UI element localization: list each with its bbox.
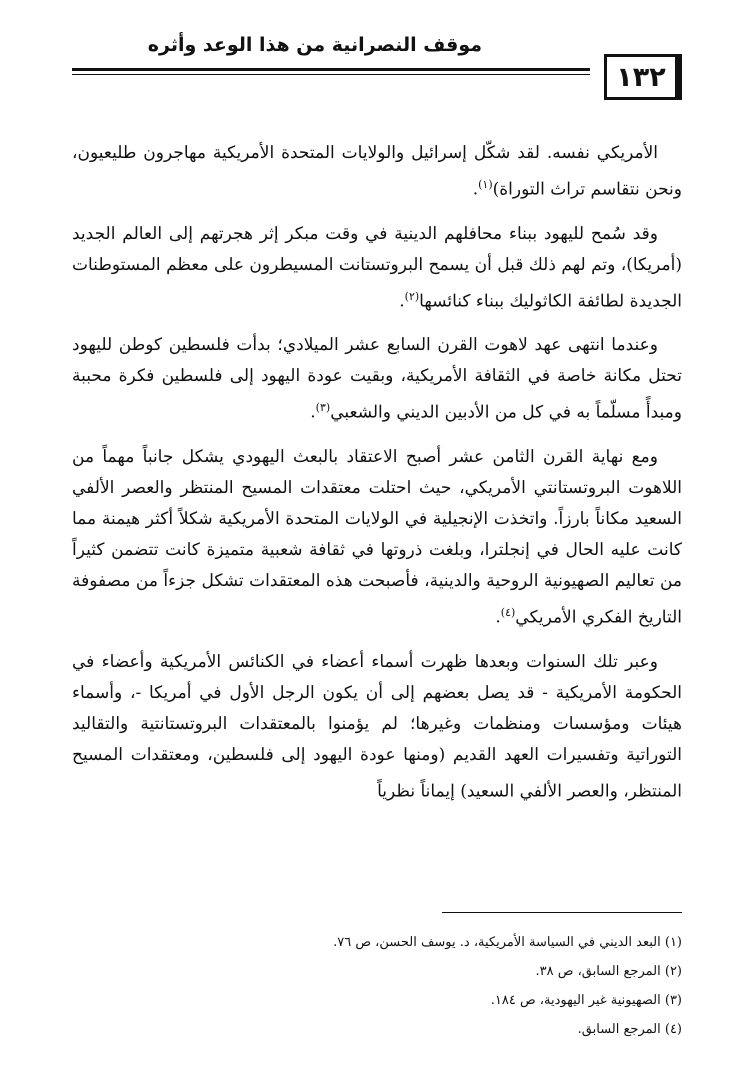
paragraph-text: وقد سُمح لليهود ببناء محافلهم الدينية في وقت مبكر إثر هجرتهم إلى العالم الجديد (أمريكا)، وتم لهم ذلك قبل أن يسمح البروتستانت المسيطرون على معظم المستوطنات الجديدة لطائفة الكاثوليك ببناء كنائسها (72, 223, 682, 312)
body-text (72, 138, 682, 820)
page-header (72, 34, 682, 104)
running-title: موقف النصرانية من هذا الوعد وأثره (147, 34, 482, 56)
paragraph (72, 219, 682, 318)
paragraph (72, 647, 682, 808)
page-number: ١٣٢ (604, 54, 682, 100)
paragraph-text: وعبر تلك السنوات وبعدها ظهرت أسماء أعضاء في الكنائس الأمريكية وأعضاء في الحكومة الأمريكية - قد يصل بعضهم إلى أن يكون الرجل الأول في أمريكا -، وأسماء هيئات ومؤسسات ومنظمات وغيرها؛ لم يؤمنوا بالمعتقدات البروتستانتية والتقاليد التوراتية وتفسيرات العهد القديم (ومنها عودة اليهود إلى فلسطين، ومعتقدات المسيح المنتظر، والعصر الألفي السعيد) إيماناً نظرياً (72, 651, 682, 802)
footnote-ref: (٣) (315, 401, 331, 415)
footnote-ref: (١) (478, 178, 493, 191)
footnote: (٤) المرجع السابق. (577, 1022, 682, 1037)
paragraph (72, 442, 682, 634)
footnote-rule (442, 912, 682, 913)
paragraph-text: وعندما انتهى عهد لاهوت القرن السابع عشر الميلادي؛ بدأت فلسطين كوطن لليهود تحتل مكانة خاصة في الثقافة الأمريكية، وبقيت عودة اليهود إلى فلسطين فكرة محببة ومبدأً مسلّماً به في كل من الأدبين الديني والشعبي (72, 335, 682, 423)
footnote-ref: (٢) (404, 289, 420, 303)
footnote-ref: (٤) (500, 605, 516, 619)
paragraph-end: . (472, 179, 479, 200)
footnote: (٢) المرجع السابق، ص ٣٨. (535, 964, 682, 979)
paragraph-end: . (310, 402, 316, 423)
paragraph-text: ومع نهاية القرن الثامن عشر أصبح الاعتقاد بالبعث اليهودي يشكل جانباً مهماً من اللاهوت البروتستانتي الأمريكي، حيث احتلت معتقدات المسيح المنتظر والعصر الألفي السعيد مكاناً بارزاً. واتخذت الإنجيلية في الولايات المتحدة الأمريكية شكلاً أكثر هيمنة مما كانت عليه الحال في إنجلترا، وبلغت ذروتها في ثقافة شعبية متميزة كانت تتضمن كثيراً من تعاليم الصهيونية الروحية والدينية، فأصبحت هذه المعتقدات تشكل جزءاً من مصفوفة التاريخ الفكري الأمريكي (72, 446, 682, 628)
paragraph (72, 330, 682, 429)
paragraph (72, 138, 682, 206)
paragraph-end: . (495, 607, 501, 628)
footnote: (٣) الصهيونية غير اليهودية، ص ١٨٤. (490, 993, 682, 1008)
footnotes (72, 928, 682, 1044)
paragraph-text: الأمريكي نفسه. لقد شكّل إسرائيل والولايات المتحدة الأمريكية مهاجرون طليعيون، ونحن نتقاسم تراث التوراة) (72, 143, 682, 200)
paragraph-end: . (399, 291, 405, 312)
header-rule (72, 68, 590, 75)
footnote: (١) البعد الديني في السياسة الأمريكية، د. يوسف الحسن، ص ٧٦. (333, 935, 682, 950)
